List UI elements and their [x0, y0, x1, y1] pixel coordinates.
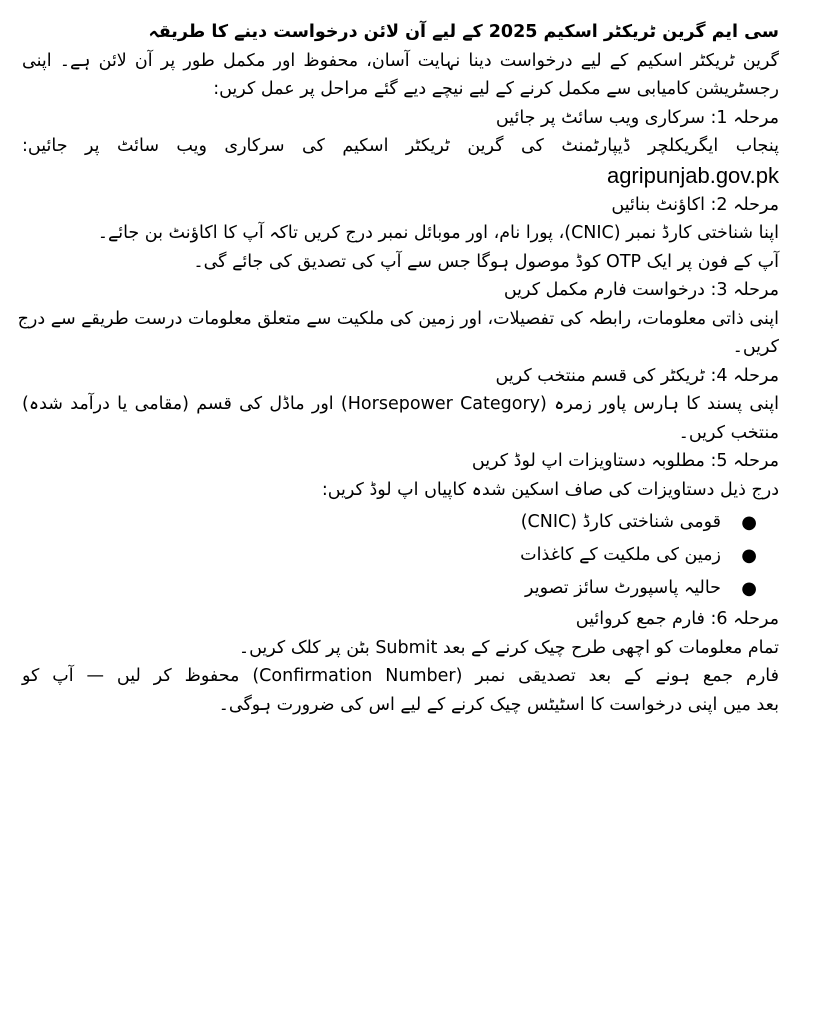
- step-4-line-2: منتخب کریں۔: [678, 422, 779, 443]
- step-3-line-1: اپنی ذاتی معلومات، رابطہ کی تفصیلات، اور زمین کی ملکیت سے متعلق معلومات درست طریقے سے درج: [17, 308, 779, 329]
- list-item: [22, 539, 779, 572]
- step-2-line-1: اپنا شناختی کارڈ نمبر (CNIC)، پورا نام، اور موبائل نمبر درج کریں تاکہ آپ کا اکاؤنٹ بن جائے۔: [97, 223, 779, 243]
- step-5-text: درج ذیل دستاویزات کی صاف اسکین شدہ کاپیاں اپ لوڈ کریں:: [321, 479, 779, 500]
- bullet-text: حالیہ پاسپورٹ سائز تصویر: [525, 578, 721, 598]
- list-item: [22, 506, 779, 539]
- step-4-line-1: اپنی پسند کا ہارس پاور زمرہ (Horsepower Category) اور ماڈل کی قسم (مقامی یا درآمد شدہ): [22, 394, 780, 414]
- step-3-heading: مرحلہ 3: درخواست فارم مکمل کریں: [503, 280, 779, 300]
- step-2-line-2: آپ کے فون پر ایک OTP کوڈ موصول ہوگا جس سے آپ کی تصدیق کی جائے گی۔: [193, 251, 779, 272]
- step-6-heading: مرحلہ 6: فارم جمع کروائیں: [575, 609, 779, 629]
- bullet-icon: ●: [741, 578, 757, 599]
- bullet-text: زمین کی ملکیت کے کاغذات: [520, 545, 721, 565]
- step-2-heading: مرحلہ 2: اکاؤنٹ بنائیں: [611, 194, 779, 215]
- intro-line-2: رجسٹریشن کامیابی سے مکمل کرنے کے لیے نیچے دیے گئے مراحل پر عمل کریں:: [213, 79, 779, 99]
- bullet-text: قومی شناختی کارڈ (CNIC): [520, 512, 721, 532]
- step-6-line-3: بعد میں اپنی درخواست کا اسٹیٹس چیک کرنے کے لیے اس کی ضرورت ہوگی۔: [218, 694, 779, 715]
- list-item: [22, 572, 779, 605]
- step-1-heading: مرحلہ 1: سرکاری ویب سائٹ پر جائیں: [495, 107, 779, 128]
- step-1-text: پنجاب ایگریکلچر ڈیپارٹمنٹ کی گرین ٹریکٹر اسکیم کی سرکاری ویب سائٹ پر جائیں:: [22, 136, 779, 156]
- step-5-heading: مرحلہ 5: مطلوبہ دستاویزات اپ لوڈ کریں: [471, 451, 779, 471]
- step-3-line-2: کریں۔: [732, 337, 779, 357]
- website-url: agripunjab.gov.pk: [606, 162, 779, 188]
- article-title: سی ایم گرین ٹریکٹر اسکیم 2025 کے لیے آن لائن درخواست دینے کا طریقہ: [148, 22, 779, 42]
- documents-list: [22, 506, 779, 605]
- intro-line-1: گرین ٹریکٹر اسکیم کے لیے درخواست دینا نہایت آسان، محفوظ اور مکمل طور پر آن لائن ہے۔ اپنی: [22, 50, 779, 71]
- step-6-line-2: فارم جمع ہونے کے بعد تصدیقی نمبر (Confirmation Number) محفوظ کر لیں — آپ کو: [22, 666, 779, 686]
- step-6-line-1: تمام معلومات کو اچھی طرح چیک کرنے کے بعد Submit بٹن پر کلک کریں۔: [238, 637, 779, 658]
- bullet-icon: ●: [741, 545, 757, 566]
- bullet-icon: ●: [741, 512, 757, 533]
- step-4-heading: مرحلہ 4: ٹریکٹر کی قسم منتخب کریں: [495, 365, 779, 386]
